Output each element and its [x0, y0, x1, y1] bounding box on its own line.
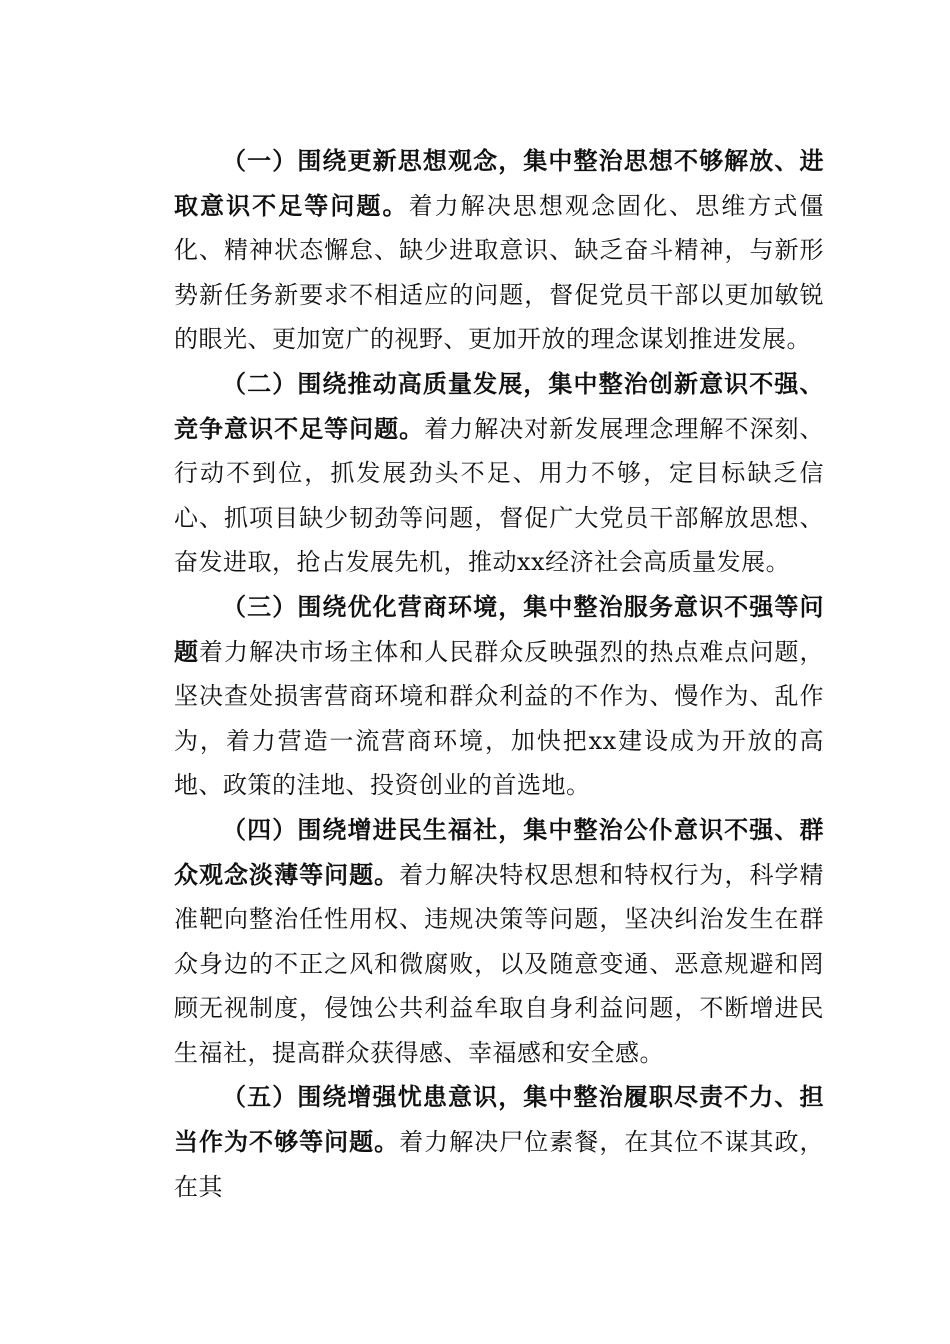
paragraph-3-lead: （三）围绕优化营商环境，集中整治服务意识不强等问题: [174, 591, 824, 666]
paragraph-1-body: 着力解决思想观念固化、思维方式僵化、精神状态懈怠、缺少进取意识、缺乏奋斗精神，与新形势新任务新要求不相适应的问题，督促党员干部以更加敏锐的眼光、更加宽广的视野、更加开放的理念谋划推进发展。: [174, 191, 824, 354]
paragraph-5-lead: （五）围绕增强忧患意识，集中整治履职尽责不力、担当作为不够等问题。: [174, 1082, 824, 1157]
paragraph-2: [174, 362, 824, 585]
paragraph-1-lead: （一）围绕更新思想观念，集中整治思想不够解放、进取意识不足等问题。: [174, 146, 824, 220]
paragraph-3-body: 着力解决市场主体和人民群众反映强烈的热点难点问题，坚决查处损害营商环境和群众利益的不作为、慢作为、乱作为，着力营造一流营商环境，加快把xx建设成为开放的高地、政策的洼地、投资创业的首选地。: [174, 637, 825, 800]
paragraph-4: [174, 808, 824, 1076]
paragraph-1: [174, 139, 824, 362]
paragraph-5-body: 着力解决尸位素餐，在其位不谋其政，在其: [174, 1128, 825, 1201]
paragraph-4-lead: （四）围绕增进民生福社，集中整治公仆意识不强、群众观念淡薄等问题。: [174, 814, 824, 889]
document-body: [174, 139, 824, 1209]
paragraph-5: [174, 1075, 824, 1209]
paragraph-4-body: 着力解决特权思想和特权行为，科学精准靶向整治任性用权、违规决策等问题，坚决纠治发生在群众身边的不正之风和微腐败，以及随意变通、恶意规避和罔顾无视制度，侵蚀公共利益牟取自身利益问题，不断增进民生福社，提高群众获得感、幸福感和安全感。: [174, 860, 825, 1067]
paragraph-2-body: 着力解决对新发展理念理解不深刻、行动不到位，抓发展劲头不足、用力不够，定目标缺乏信心、抓项目缺少韧劲等问题，督促广大党员干部解放思想、奋发进取，抢占发展先机，推动xx经济社会高质量发展。: [174, 414, 825, 577]
paragraph-2-lead: （二）围绕推动高质量发展，集中整治创新意识不强、竞争意识不足等问题。: [174, 368, 824, 443]
paragraph-3: [174, 585, 824, 808]
